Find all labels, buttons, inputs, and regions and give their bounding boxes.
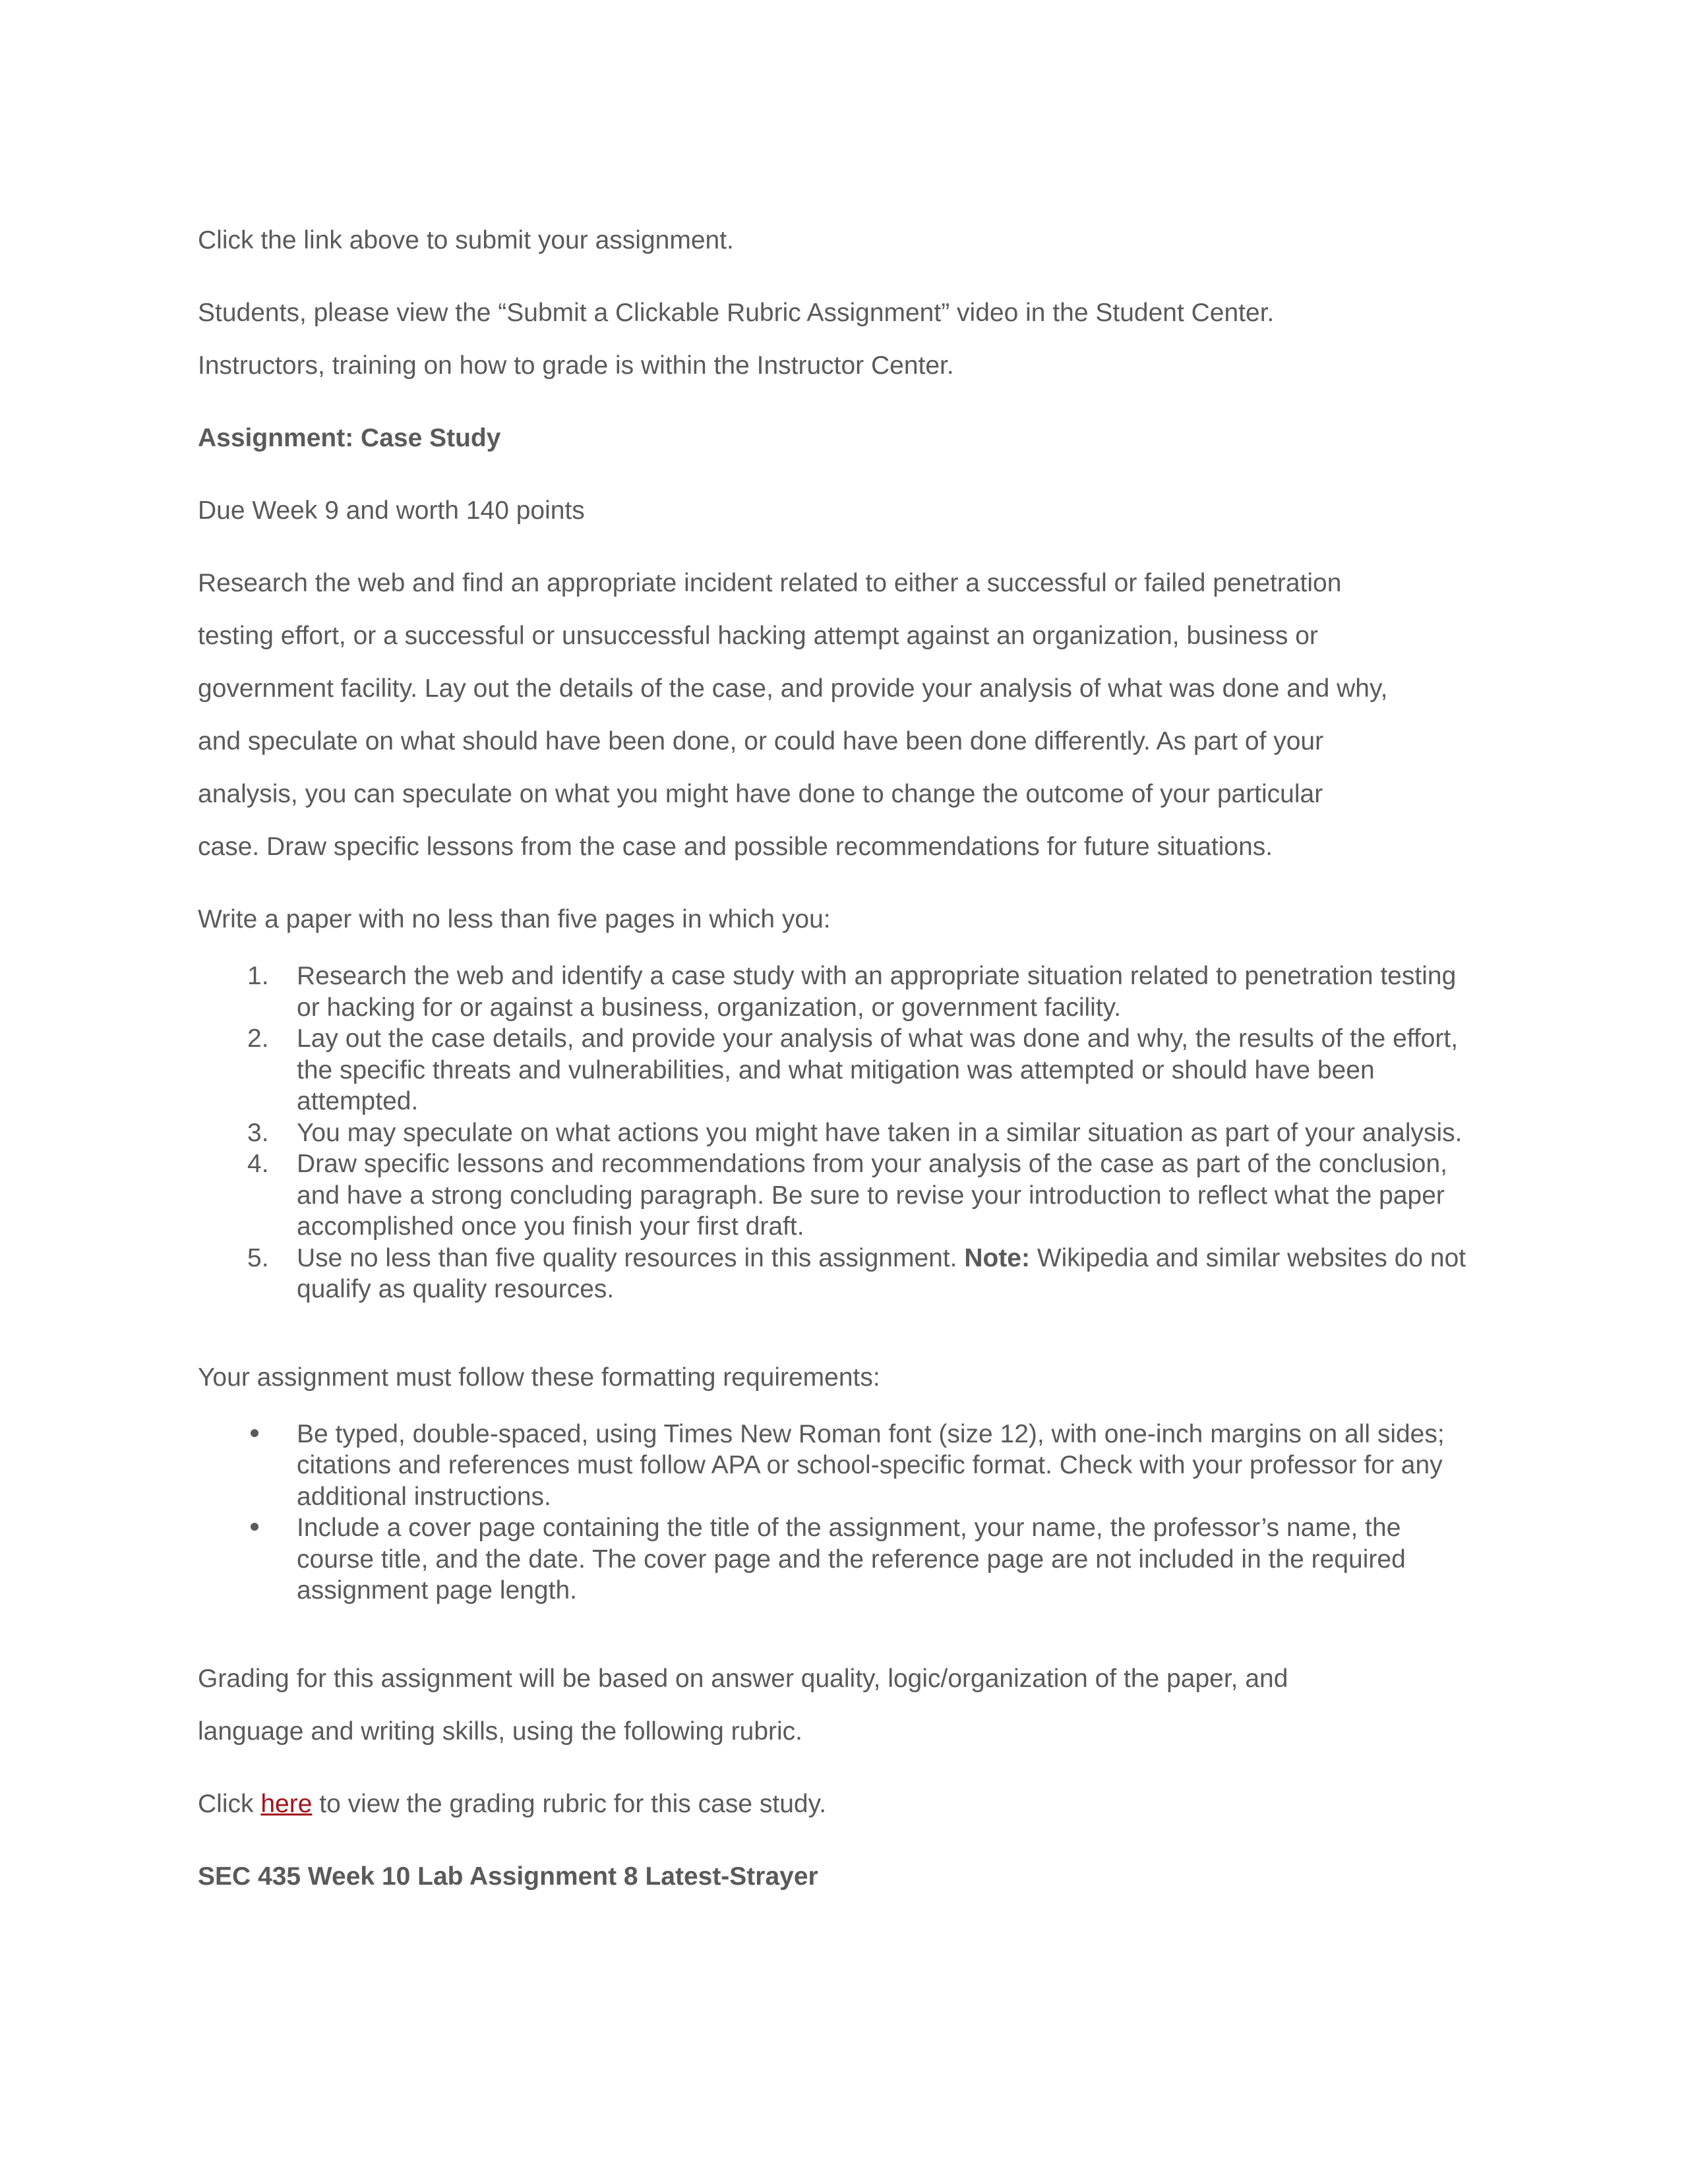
description-line: analysis, you can speculate on what you might have done to change the outcome of your particular: [198, 780, 1323, 808]
list-item-text: Include a cover page containing the title of the assignment, your name, the professor’s name, the course title, and the date. The cover page and the reference page are not included in the required assignment page length.: [297, 1514, 1406, 1605]
formatting-intro: Your assignment must follow these formatting requirements:: [198, 1363, 880, 1392]
submit-instruction: Click the link above to submit your assignment.: [198, 226, 734, 254]
note-text: Wikipedia and similar websites do not qualify as quality resources.: [297, 1243, 1466, 1303]
list-number: 4.: [247, 1150, 269, 1178]
document-page: [198, 214, 1503, 1903]
task-list: [198, 960, 1503, 1305]
description-line: and speculate on what should have been done, or could have been done differently. As part of your: [198, 727, 1324, 755]
description-line: Research the web and find an appropriate incident related to either a successful or failed penetration: [198, 569, 1342, 597]
list-number: 5.: [247, 1243, 269, 1272]
grading-line: language and writing skills, using the following rubric.: [198, 1717, 802, 1746]
instructors-instruction: Instructors, training on how to grade is within the Instructor Center.: [198, 351, 954, 380]
grading-paragraph: [198, 1653, 1503, 1758]
list-item: [198, 1243, 1484, 1305]
list-item: [198, 1117, 1484, 1149]
description-line: testing effort, or a successful or unsuccessful hacking attempt against an organization, business or: [198, 622, 1318, 650]
list-item-text: Research the web and identify a case study with an appropriate situation related to penetration testing or hacking for or against a business, organization, or government facility.: [297, 962, 1457, 1022]
due-date: Due Week 9 and worth 140 points: [198, 496, 585, 525]
rubric-line: [198, 1778, 1503, 1831]
students-instruction: Students, please view the “Submit a Clickable Rubric Assignment” video in the Student Center.: [198, 299, 1275, 327]
list-item: [198, 1512, 1484, 1607]
rubric-suffix: to view the grading rubric for this case study.: [312, 1789, 827, 1818]
list-number: 2.: [247, 1024, 269, 1053]
formatting-list: [198, 1419, 1503, 1607]
grading-line: Grading for this assignment will be based on answer quality, logic/organization of the paper, and: [198, 1664, 1288, 1693]
write-intro: Write a paper with no less than five pages in which you:: [198, 905, 831, 933]
description-line: government facility. Lay out the details of the case, and provide your analysis of what was done and why,: [198, 674, 1388, 703]
bullet-icon: [251, 1419, 290, 1450]
list-item-text: Lay out the case details, and provide your analysis of what was done and why, the results of the effort, the specific threats and vulnerabilities, and what mitigation was attempted or should have been attempted.: [297, 1024, 1459, 1115]
assignment-description: [198, 557, 1503, 873]
note-label: Note:: [964, 1243, 1030, 1272]
list-item-text: You may speculate on what actions you might have taken in a similar situation as part of your analysis.: [297, 1118, 1462, 1147]
list-number: 3.: [247, 1118, 269, 1147]
list-item: [198, 1148, 1484, 1243]
next-assignment-heading: SEC 435 Week 10 Lab Assignment 8 Latest-Strayer: [198, 1862, 818, 1891]
list-item: [198, 1419, 1484, 1513]
rubric-link[interactable]: here: [260, 1789, 313, 1818]
list-number: 1.: [247, 962, 269, 990]
list-item: [198, 960, 1484, 1023]
description-line: case. Draw specific lessons from the case and possible recommendations for future situations.: [198, 833, 1273, 861]
list-item: [198, 1023, 1484, 1117]
list-item-text: Use no less than five quality resources in this assignment.: [297, 1243, 965, 1272]
list-item-text: Draw specific lessons and recommendations from your analysis of the case as part of the conclusion, and have a strong concluding paragraph. Be sure to revise your introduction to reflect what the paper accomplished once you finish your first draft.: [297, 1150, 1448, 1241]
rubric-prefix: Click: [198, 1789, 261, 1818]
assignment-heading: Assignment: Case Study: [198, 424, 501, 452]
list-item-text: Be typed, double-spaced, using Times New Roman font (size 12), with one-inch margins on all sides; citations and references must follow APA or school-specific format. Check with your professor for any additional instructions.: [297, 1419, 1445, 1511]
bullet-icon: [251, 1512, 290, 1544]
